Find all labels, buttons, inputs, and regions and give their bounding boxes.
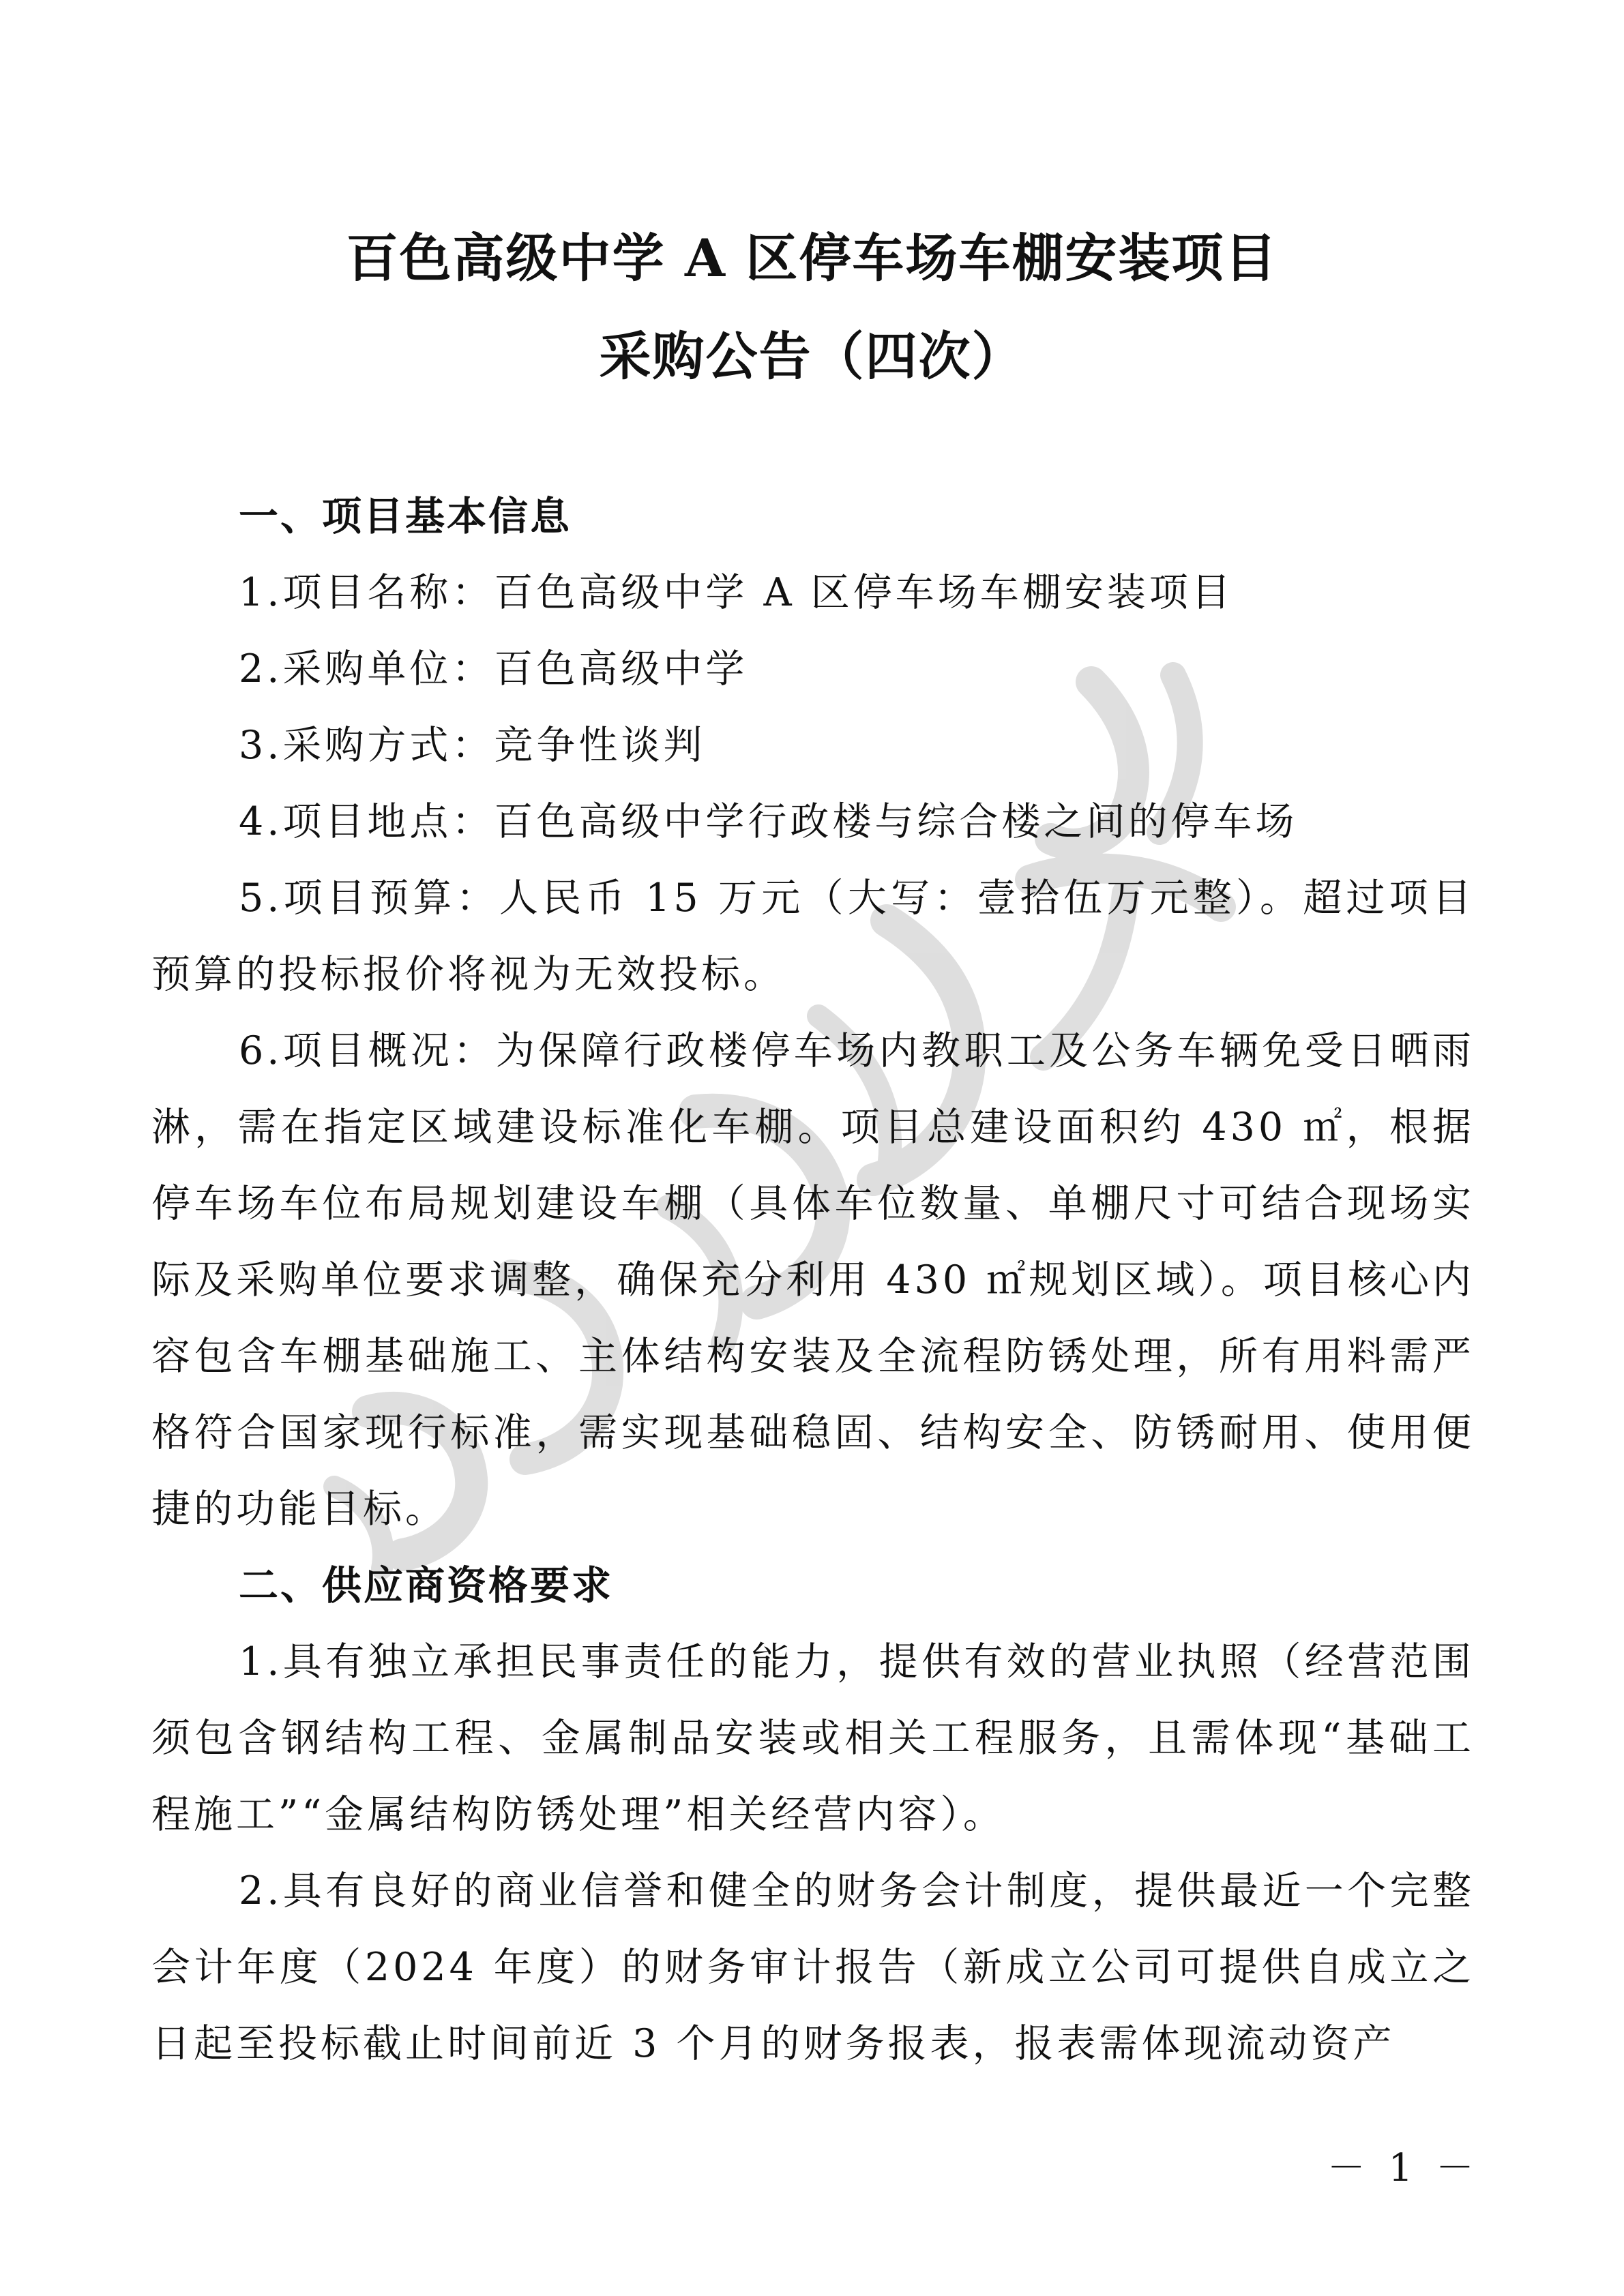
item-financial-system: 2.具有良好的商业信誉和健全的财务会计制度，提供最近一个完整会计年度（2024 年度）的财务审计报告（新成立公司可提供自成立之日起至投标截止时间前近 3 个月的财务报表，报表需体现流动资产 bbox=[151, 1868, 1475, 2066]
item-project-overview: 6.项目概况：为保障行政楼停车场内教职工及公务车辆免受日晒雨淋，需在指定区域建设标准化车棚。项目总建设面积约 430 ㎡，根据停车场车位布局规划建设车棚（具体车位数量、单棚尺寸可结合现场实际及采购单位要求调整，确保充分利用 430 ㎡规划区域）。项目核心内容包含车棚基础施工、主体结构安装及全流程防锈处理，所有用料需严格符合国家现行标准，需实现基础稳固、结构安全、防锈耐用、使用便捷的功能目标。 bbox=[151, 1028, 1475, 1532]
section-heading-basic-info: 一、项目基本信息 bbox=[239, 493, 572, 539]
document-title-line2: 采购公告（四次） bbox=[599, 326, 1025, 387]
document-title-line1: 百色高级中学 A 区停车场车棚安装项目 bbox=[346, 228, 1278, 288]
item-project-name: 1.项目名称：百色高级中学 A 区停车场车棚安装项目 bbox=[239, 570, 1234, 615]
page-number: － 1 － bbox=[1327, 2146, 1479, 2190]
item-purchasing-unit: 2.采购单位：百色高级中学 bbox=[239, 646, 748, 691]
item-civil-liability: 1.具有独立承担民事责任的能力，提供有效的营业执照（经营范围须包含钢结构工程、金属制品安装或相关工程服务，且需体现“基础工程施工”“金属结构防锈处理”相关经营内容）。 bbox=[151, 1639, 1475, 1837]
item-project-budget: 5.项目预算：人民币 15 万元（大写：壹拾伍万元整）。超过项目预算的投标报价将视为无效投标。 bbox=[151, 876, 1475, 997]
item-project-location: 4.项目地点：百色高级中学行政楼与综合楼之间的停车场 bbox=[239, 799, 1298, 844]
document-body bbox=[151, 478, 1475, 2082]
item-procurement-method: 3.采购方式：竞争性谈判 bbox=[239, 723, 706, 768]
section-heading-supplier-qualification: 二、供应商资格要求 bbox=[239, 1562, 614, 1609]
